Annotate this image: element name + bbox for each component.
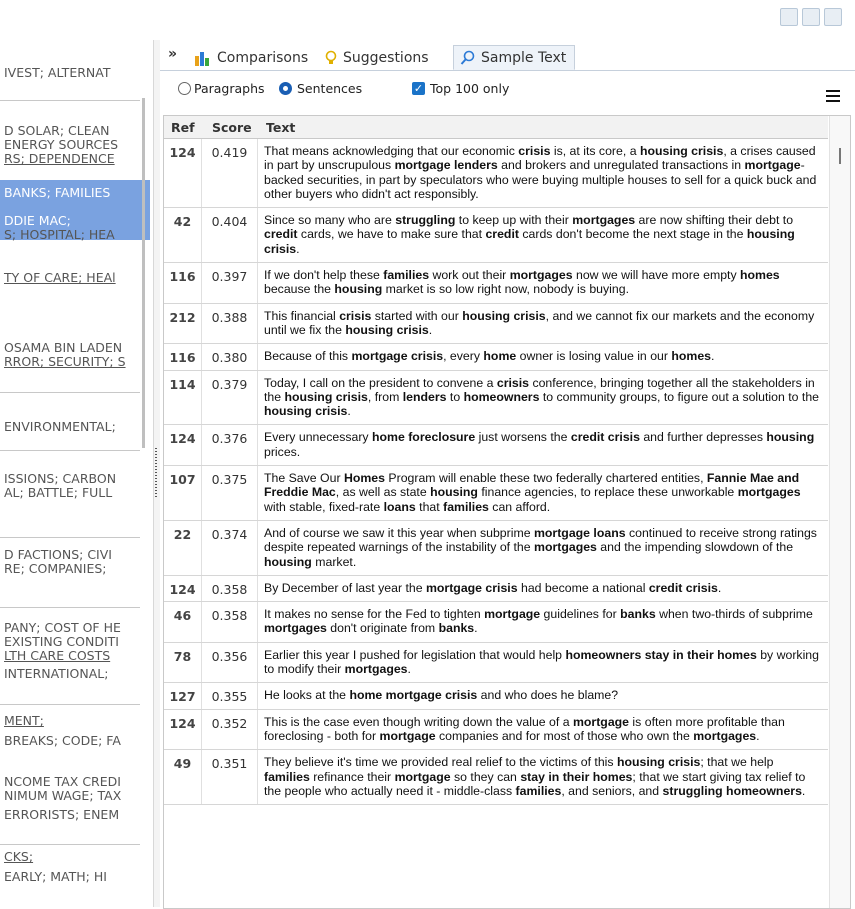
- paragraphs-radio[interactable]: [178, 82, 191, 95]
- cell-score: 0.358: [202, 602, 258, 642]
- keyword-highlight: families: [383, 268, 430, 283]
- table-row[interactable]: [164, 643, 828, 684]
- table-row[interactable]: [164, 521, 828, 576]
- cell-score: 0.404: [202, 208, 258, 262]
- left-separator: [0, 392, 140, 393]
- sentences-radio[interactable]: [279, 82, 292, 95]
- cell-text: That means acknowledging that our economic crisis is, at its core, a housing crisis, a crises caused in part by unscrupulous mortgage lenders and brokers and unregulated transactions in mortgage- backed securities, in part by speculators who were buying multiple houses to sell for a quick buck and other buyers who didn't act responsibly.: [264, 144, 817, 201]
- left-list-item[interactable]: ENVIRONMENTAL;: [4, 420, 116, 434]
- keyword-highlight: Homes: [343, 471, 385, 486]
- keyword-highlight: mortgages: [737, 485, 801, 500]
- copy-icon[interactable]: [780, 8, 798, 26]
- cell-text: Since so many who are struggling to keep up with their mortgages are now shifting their debt to credit cards, we have to make sure that credit cards don't become the next stage in the housing crisis.: [264, 213, 795, 256]
- table-scrollbar[interactable]: [829, 116, 850, 908]
- keyword-highlight: mortgage: [379, 728, 436, 743]
- keyword-highlight: housing crisis: [284, 389, 368, 404]
- tab-suggestions-label: Suggestions: [343, 49, 429, 66]
- left-list-item[interactable]: BANKS; FAMILIES: [4, 186, 111, 200]
- print-icon[interactable]: [824, 8, 842, 26]
- keyword-highlight: credit crisis: [570, 430, 640, 445]
- tab-sample-text-label: Sample Text: [481, 49, 567, 66]
- splitter-grip[interactable]: [155, 448, 157, 498]
- cell-ref: 46: [164, 602, 202, 642]
- table-row[interactable]: [164, 139, 828, 208]
- keyword-highlight: crisis: [339, 308, 372, 323]
- keyword-highlight: homeowners stay in their homes: [565, 647, 757, 662]
- top100-label: Top 100 only: [430, 81, 510, 96]
- left-separator: [0, 100, 140, 101]
- cell-score: 0.375: [202, 466, 258, 520]
- keyword-highlight: mortgages: [572, 213, 636, 228]
- left-list-item[interactable]: ISSIONS; CARBON: [4, 472, 117, 486]
- left-separator: [0, 844, 140, 845]
- cell-score: 0.380: [202, 344, 258, 369]
- left-list-item[interactable]: PANY; COST OF HE: [4, 621, 121, 635]
- keyword-highlight: housing crisis: [345, 322, 429, 337]
- keyword-highlight: mortgage: [394, 769, 451, 784]
- cell-text: Earlier this year I pushed for legislation that would help homeowners stay in their homes by working to modify their mortgages.: [264, 647, 819, 677]
- keyword-highlight: lenders: [402, 389, 447, 404]
- keyword-highlight: home: [483, 349, 517, 364]
- cell-ref: 124: [164, 576, 202, 601]
- left-list-item[interactable]: BREAKS; CODE; FA: [4, 734, 121, 748]
- keyword-highlight: housing: [334, 282, 383, 297]
- keyword-highlight: mortgages: [534, 540, 597, 555]
- keyword-highlight: banks: [620, 607, 656, 622]
- keyword-highlight: housing crisis: [462, 308, 546, 323]
- left-panel: [0, 40, 150, 907]
- scrollbar-thumb[interactable]: [839, 148, 841, 164]
- keyword-highlight: struggling: [395, 213, 456, 228]
- tab-bar: [160, 40, 855, 71]
- keyword-highlight: families: [264, 769, 310, 784]
- left-list-item[interactable]: ERRORISTS; ENEM: [4, 808, 120, 822]
- keyword-highlight: crisis: [496, 375, 530, 390]
- table-header: [164, 116, 828, 139]
- left-list-item[interactable]: CKS;: [4, 850, 34, 864]
- save-icon[interactable]: [802, 8, 820, 26]
- cell-score: 0.374: [202, 521, 258, 575]
- keyword-highlight: mortgage lenders: [394, 158, 498, 173]
- tab-comparisons[interactable]: [188, 45, 316, 70]
- left-list-item[interactable]: TY OF CARE; HEAl: [4, 271, 116, 285]
- keyword-highlight: mortgage crisis: [425, 580, 518, 595]
- cell-text: This is the case even though writing down the value of a mortgage is often more profitable than foreclosing - both for mortgage companies and for most of those who own the mortgages.: [264, 714, 785, 743]
- table-row[interactable]: [164, 576, 828, 602]
- cell-score: 0.379: [202, 371, 258, 425]
- sample-text-table: [163, 115, 851, 909]
- left-list-item[interactable]: D SOLAR; CLEAN: [4, 124, 110, 138]
- left-list-item[interactable]: NCOME TAX CREDI: [4, 775, 121, 789]
- keyword-highlight: housing crisis: [639, 144, 724, 158]
- keyword-highlight: loans: [383, 499, 416, 514]
- keyword-highlight: homeowners: [463, 389, 540, 404]
- cell-score: 0.355: [202, 683, 258, 708]
- cell-ref: 212: [164, 304, 202, 344]
- cell-score: 0.358: [202, 576, 258, 601]
- cell-text: Every unnecessary home foreclosure just worsens the credit crisis and further depresses housing prices.: [264, 430, 815, 459]
- cell-ref: 114: [164, 371, 202, 425]
- header-ref[interactable]: Ref: [171, 120, 195, 135]
- keyword-highlight: mortgages: [344, 662, 408, 677]
- cell-score: 0.376: [202, 425, 258, 465]
- table-row[interactable]: [164, 208, 828, 263]
- cell-text: And of course we saw it this year when subprime mortgage loans continued to receive strong ratings despite repeated warnings of the instability of the mortgages and the impending slowdown of the housing market.: [264, 525, 817, 569]
- bar-chart-icon: [194, 50, 212, 66]
- cell-text: Because of this mortgage crisis, every home owner is losing value in our homes.: [264, 349, 715, 364]
- keyword-highlight: housing: [766, 430, 815, 445]
- keyword-highlight: Fannie Mae and Freddie Mac: [264, 471, 800, 500]
- cell-ref: 124: [164, 425, 202, 465]
- keyword-highlight: housing crisis: [264, 404, 348, 419]
- left-list-item[interactable]: MENT;: [4, 714, 44, 728]
- cell-score: 0.388: [202, 304, 258, 344]
- keyword-highlight: mortgages: [509, 268, 573, 283]
- table-row[interactable]: [164, 371, 828, 426]
- lightbulb-icon: [324, 50, 338, 66]
- keyword-highlight: mortgage: [572, 714, 630, 729]
- keyword-highlight: banks: [438, 621, 475, 636]
- paragraphs-label: Paragraphs: [194, 81, 265, 96]
- cell-score: 0.356: [202, 643, 258, 683]
- left-list-item[interactable]: D FACTIONS; CIVI: [4, 548, 112, 562]
- cell-ref: 22: [164, 521, 202, 575]
- magnifier-icon: [460, 50, 476, 66]
- keyword-highlight: crisis: [518, 144, 551, 158]
- keyword-highlight: mortgage: [484, 607, 541, 622]
- keyword-highlight: credit: [264, 227, 298, 242]
- left-list-item[interactable]: RROR; SECURITY; S: [4, 355, 126, 369]
- tab-comparisons-label: Comparisons: [217, 49, 309, 66]
- left-list-item[interactable]: RS; DEPENDENCE: [4, 152, 115, 166]
- tab-sample-text[interactable]: [453, 45, 575, 70]
- table-row[interactable]: [164, 344, 828, 370]
- tab-suggestions[interactable]: [318, 45, 437, 70]
- cell-ref: 124: [164, 139, 202, 207]
- expand-chevron-icon[interactable]: »: [168, 46, 178, 62]
- cell-text: This financial crisis started with our housing crisis, and we cannot fix our markets and the economy until we fix the housing crisis.: [264, 308, 815, 337]
- cell-score: 0.351: [202, 750, 258, 804]
- left-separator: [0, 607, 140, 608]
- keyword-highlight: mortgage loans: [533, 525, 626, 540]
- keyword-highlight: homes: [740, 268, 780, 283]
- left-list-item[interactable]: DDIE MAC;: [4, 214, 71, 228]
- keyword-highlight: families: [443, 499, 489, 514]
- cell-text: Today, I call on the president to convene a crisis conference, bringing together all the stakeholders in the housing crisis, from lenders to homeowners to community groups, to figure out a solution to the housing crisis.: [264, 375, 820, 419]
- keyword-highlight: mortgage: [744, 158, 801, 173]
- keyword-highlight: mortgage crisis: [351, 349, 444, 364]
- keyword-highlight: housing crisis: [616, 755, 701, 770]
- keyword-highlight: homes: [671, 349, 712, 364]
- keyword-highlight: mortgages: [264, 621, 327, 636]
- keyword-highlight: home mortgage crisis: [349, 688, 478, 703]
- cell-ref: 78: [164, 643, 202, 683]
- left-separator: [0, 450, 140, 451]
- top-toolbar: [0, 0, 855, 40]
- left-list-item[interactable]: LTH CARE COSTS: [4, 649, 111, 663]
- cell-ref: 107: [164, 466, 202, 520]
- left-list-item[interactable]: EARLY; MATH; HI: [4, 870, 107, 884]
- left-list-item[interactable]: S; HOSPITAL; HEA: [4, 228, 115, 242]
- table-row[interactable]: [164, 263, 828, 304]
- table-row[interactable]: [164, 710, 828, 751]
- cell-text: They believe it's time we provided real relief to the victims of this housing crisis; that we help families refinance their mortgage so they can stay in their homes; that we start giving tax relief to the people who actually need it - middle-class families, and seniors, and struggling homeowners.: [264, 755, 806, 798]
- keyword-highlight: housing crisis: [264, 227, 795, 256]
- left-list-item[interactable]: ENERGY SOURCES: [4, 138, 119, 152]
- cell-ref: 124: [164, 710, 202, 750]
- cell-ref: 127: [164, 683, 202, 708]
- sentences-label: Sentences: [297, 81, 363, 96]
- left-list-item[interactable]: INTERNATIONAL;: [4, 667, 109, 681]
- hamburger-menu-icon[interactable]: [826, 90, 840, 102]
- table-row[interactable]: [164, 304, 828, 345]
- table-row[interactable]: [164, 683, 828, 709]
- keyword-highlight: credit crisis: [648, 580, 718, 595]
- cell-score: 0.419: [202, 139, 258, 207]
- options-bar: [160, 71, 855, 111]
- top100-checkbox[interactable]: ✓: [413, 82, 424, 95]
- left-list-item[interactable]: NIMUM WAGE; TAX: [4, 789, 122, 803]
- left-separator: [0, 537, 140, 538]
- header-score[interactable]: Score: [212, 120, 252, 135]
- keyword-highlight: mortgages: [693, 728, 757, 743]
- keyword-highlight: housing: [264, 554, 312, 569]
- keyword-highlight: home foreclosure: [372, 430, 476, 445]
- cell-text: The Save Our Homes Program will enable these two federally chartered entities, Fannie Mae and Freddie Mac, as well as state housing finance agencies, to replace these unworkable mortgages with stable, fixed-rate loans that families can afford.: [264, 471, 801, 514]
- right-panel: [160, 40, 855, 907]
- keyword-highlight: struggling homeowners: [662, 783, 802, 798]
- cell-ref: 49: [164, 750, 202, 804]
- table-body: [164, 139, 828, 805]
- cell-ref: 116: [164, 344, 202, 369]
- keyword-highlight: families: [515, 783, 562, 798]
- keyword-highlight: stay in their homes: [520, 769, 633, 784]
- left-list-item[interactable]: RE; COMPANIES;: [4, 562, 107, 576]
- left-list-item[interactable]: IVEST; ALTERNAT: [4, 66, 111, 80]
- table-row[interactable]: [164, 750, 828, 805]
- table-row[interactable]: [164, 425, 828, 466]
- keyword-highlight: credit: [485, 227, 519, 242]
- cell-score: 0.397: [202, 263, 258, 303]
- cell-text: It makes no sense for the Fed to tighten mortgage guidelines for banks when two-thirds of subprime mortgages don't originate from banks.: [264, 607, 813, 636]
- header-text[interactable]: Text: [266, 120, 296, 135]
- cell-text: If we don't help these families work out their mortgages now we will have more empty homes because the housing market is so low right now, nobody is buying.: [264, 268, 780, 297]
- left-list-item[interactable]: EXISTING CONDITI: [4, 635, 119, 649]
- left-list-item[interactable]: OSAMA BIN LADEN: [4, 341, 123, 355]
- table-row[interactable]: [164, 602, 828, 643]
- cell-ref: 116: [164, 263, 202, 303]
- cell-text: By December of last year the mortgage crisis had become a national credit crisis.: [264, 580, 722, 595]
- left-separator: [0, 704, 140, 705]
- cell-score: 0.352: [202, 710, 258, 750]
- table-row[interactable]: [164, 466, 828, 521]
- left-list-item[interactable]: AL; BATTLE; FULL: [4, 486, 113, 500]
- cell-ref: 42: [164, 208, 202, 262]
- keyword-highlight: housing: [430, 485, 478, 500]
- cell-text: He looks at the home mortgage crisis and who does he blame?: [264, 688, 619, 703]
